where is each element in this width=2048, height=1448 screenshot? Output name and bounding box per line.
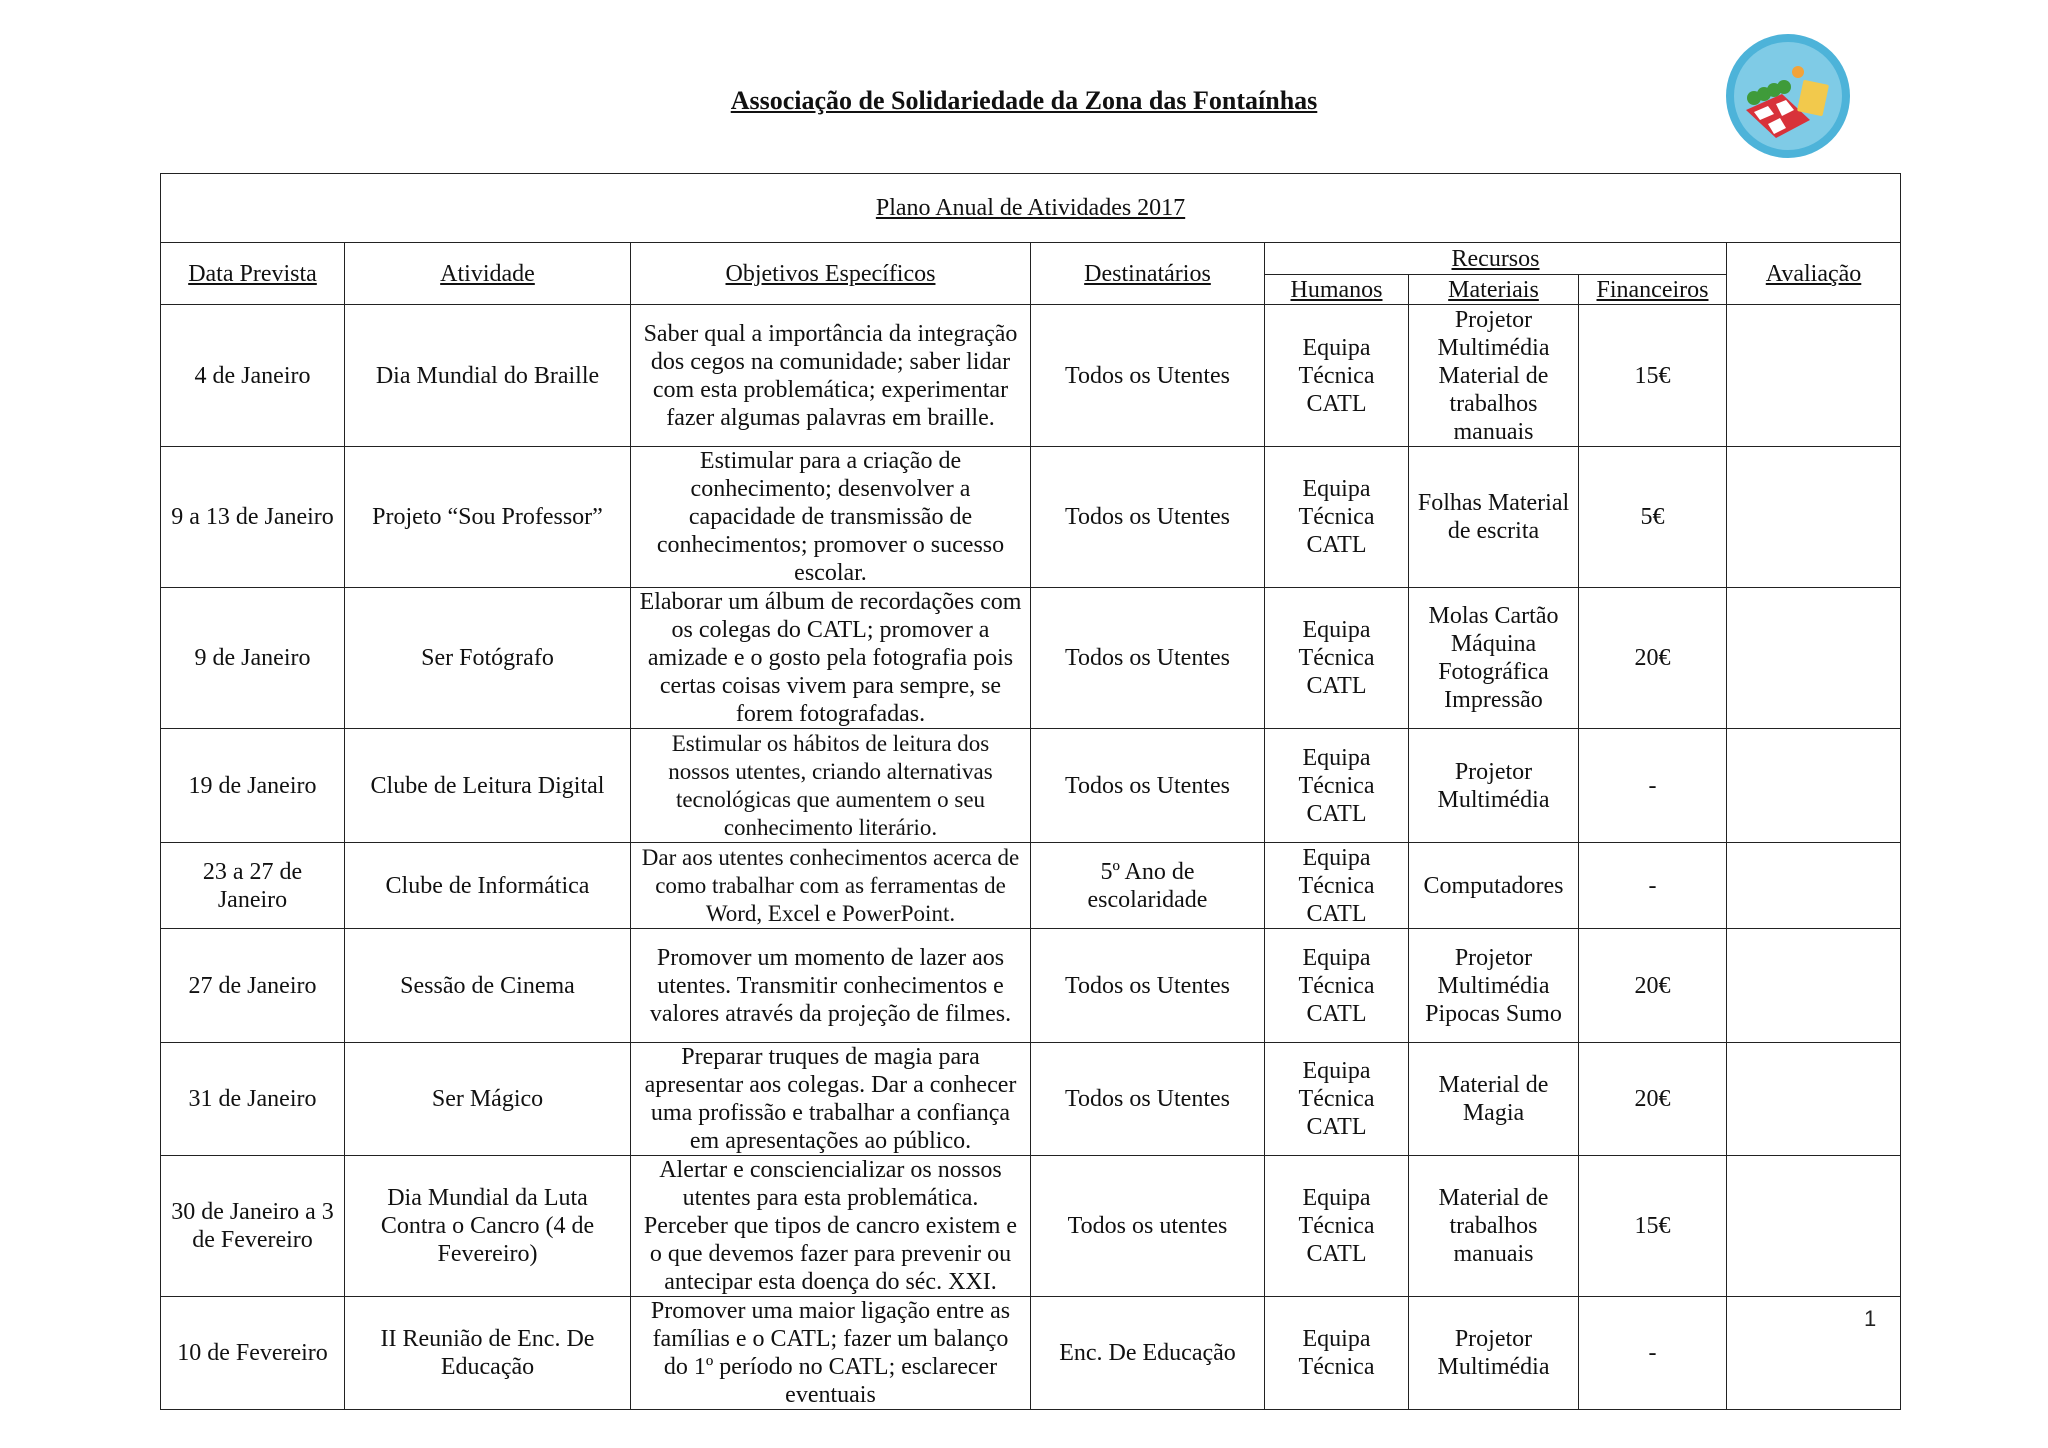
table-row [161,305,1901,447]
table-row [161,729,1901,843]
cell-materials: Projetor Multimédia Material de trabalhos manuais [1409,305,1579,447]
header-objectives: Objetivos Específicos [631,243,1031,305]
cell-activity: Clube de Informática [345,843,631,929]
cell-date: 10 de Fevereiro [161,1297,345,1410]
cell-audience: Enc. De Educação [1031,1297,1265,1410]
cell-date: 30 de Janeiro a 3 de Fevereiro [161,1156,345,1297]
cell-financial: - [1579,729,1727,843]
cell-audience: Todos os utentes [1031,1156,1265,1297]
cell-date: 23 a 27 de Janeiro [161,843,345,929]
organization-title: Associação de Solidariedade da Zona das Fontaínhas [730,86,1318,115]
cell-evaluation [1727,843,1901,929]
cell-audience: Todos os Utentes [1031,729,1265,843]
cell-objectives: Estimular para a criação de conhecimento; desenvolver a capacidade de transmissão de conhecimentos; promover o sucesso escolar. [631,447,1031,588]
cell-audience: 5º Ano de escolaridade [1031,843,1265,929]
header-human: Humanos [1265,275,1409,305]
cell-human: Equipa Técnica CATL [1265,305,1409,447]
cell-human: Equipa Técnica CATL [1265,588,1409,729]
cell-financial: 20€ [1579,1043,1727,1156]
cell-objectives: Saber qual a importância da integração dos cegos na comunidade; saber lidar com esta problemática; experimentar fazer algumas palavras em braille. [631,305,1031,447]
cell-financial: 20€ [1579,588,1727,729]
cell-audience: Todos os Utentes [1031,1043,1265,1156]
cell-materials: Material de trabalhos manuais [1409,1156,1579,1297]
cell-financial: - [1579,1297,1727,1410]
cell-materials: Projetor Multimédia Pipocas Sumo [1409,929,1579,1043]
header-activity: Atividade [345,243,631,305]
cell-activity: Clube de Leitura Digital [345,729,631,843]
cell-human: Equipa Técnica [1265,1297,1409,1410]
cell-activity: Ser Fotógrafo [345,588,631,729]
cell-materials: Molas Cartão Máquina Fotográfica Impressão [1409,588,1579,729]
cell-date: 27 de Janeiro [161,929,345,1043]
cell-activity: Projeto “Sou Professor” [345,447,631,588]
cell-objectives: Preparar truques de magia para apresentar aos colegas. Dar a conhecer uma profissão e trabalhar a confiança em apresentações ao público. [631,1043,1031,1156]
cell-human: Equipa Técnica CATL [1265,447,1409,588]
cell-objectives: Dar aos utentes conhecimentos acerca de como trabalhar com as ferramentas de Word, Excel e PowerPoint. [631,843,1031,929]
header-materials: Materiais [1409,275,1579,305]
cell-activity: Dia Mundial da Luta Contra o Cancro (4 de Fevereiro) [345,1156,631,1297]
header-financial: Financeiros [1579,275,1727,305]
table-row [161,1297,1901,1410]
header-audience: Destinatários [1031,243,1265,305]
table-row [161,1156,1901,1297]
cell-evaluation [1727,305,1901,447]
cell-materials: Projetor Multimédia [1409,729,1579,843]
header-evaluation: Avaliação [1727,243,1901,305]
cell-objectives: Promover um momento de lazer aos utentes. Transmitir conhecimentos e valores através da projeção de filmes. [631,929,1031,1043]
table-row [161,588,1901,729]
cell-date: 4 de Janeiro [161,305,345,447]
cell-human: Equipa Técnica CATL [1265,729,1409,843]
table-row [161,447,1901,588]
cell-financial: 15€ [1579,1156,1727,1297]
cell-audience: Todos os Utentes [1031,588,1265,729]
cell-date: 19 de Janeiro [161,729,345,843]
cell-materials: Computadores [1409,843,1579,929]
cell-materials: Projetor Multimédia [1409,1297,1579,1410]
cell-audience: Todos os Utentes [1031,447,1265,588]
table-row [161,929,1901,1043]
cell-financial: 5€ [1579,447,1727,588]
table-row [161,843,1901,929]
cell-activity: II Reunião de Enc. De Educação [345,1297,631,1410]
activities-table [160,173,1901,1410]
header-resources: Recursos [1265,243,1727,275]
cell-audience: Todos os Utentes [1031,305,1265,447]
plan-title: Plano Anual de Atividades 2017 [161,174,1901,243]
cell-objectives: Alertar e consciencializar os nossos utentes para esta problemática. Perceber que tipos de cancro existem e o que devemos fazer para prevenir ou antecipar esta doença do séc. XXI. [631,1156,1031,1297]
cell-evaluation [1727,447,1901,588]
cell-human: Equipa Técnica CATL [1265,1043,1409,1156]
page-number: 1 [1864,1306,1877,1331]
cell-evaluation [1727,1156,1901,1297]
cell-objectives: Estimular os hábitos de leitura dos nossos utentes, criando alternativas tecnológicas que aumentem o seu conhecimento literário. [631,729,1031,843]
cell-activity: Sessão de Cinema [345,929,631,1043]
table-row [161,1043,1901,1156]
cell-financial: - [1579,843,1727,929]
cell-materials: Material de Magia [1409,1043,1579,1156]
cell-financial: 20€ [1579,929,1727,1043]
cell-evaluation [1727,729,1901,843]
cell-evaluation [1727,1043,1901,1156]
cell-activity: Ser Mágico [345,1043,631,1156]
cell-financial: 15€ [1579,305,1727,447]
cell-evaluation [1727,929,1901,1043]
cell-date: 9 a 13 de Janeiro [161,447,345,588]
cell-activity: Dia Mundial do Braille [345,305,631,447]
cell-date: 9 de Janeiro [161,588,345,729]
cell-objectives: Promover uma maior ligação entre as famílias e o CATL; fazer um balanço do 1º período no CATL; esclarecer eventuais [631,1297,1031,1410]
cell-objectives: Elaborar um álbum de recordações com os colegas do CATL; promover a amizade e o gosto pela fotografia pois certas coisas vivem para sempre, se forem fotografadas. [631,588,1031,729]
cell-human: Equipa Técnica CATL [1265,843,1409,929]
cell-materials: Folhas Material de escrita [1409,447,1579,588]
cell-evaluation [1727,588,1901,729]
cell-date: 31 de Janeiro [161,1043,345,1156]
cell-human: Equipa Técnica CATL [1265,1156,1409,1297]
cell-human: Equipa Técnica CATL [1265,929,1409,1043]
association-logo-icon [1724,32,1852,160]
header-date: Data Prevista [161,243,345,305]
cell-audience: Todos os Utentes [1031,929,1265,1043]
